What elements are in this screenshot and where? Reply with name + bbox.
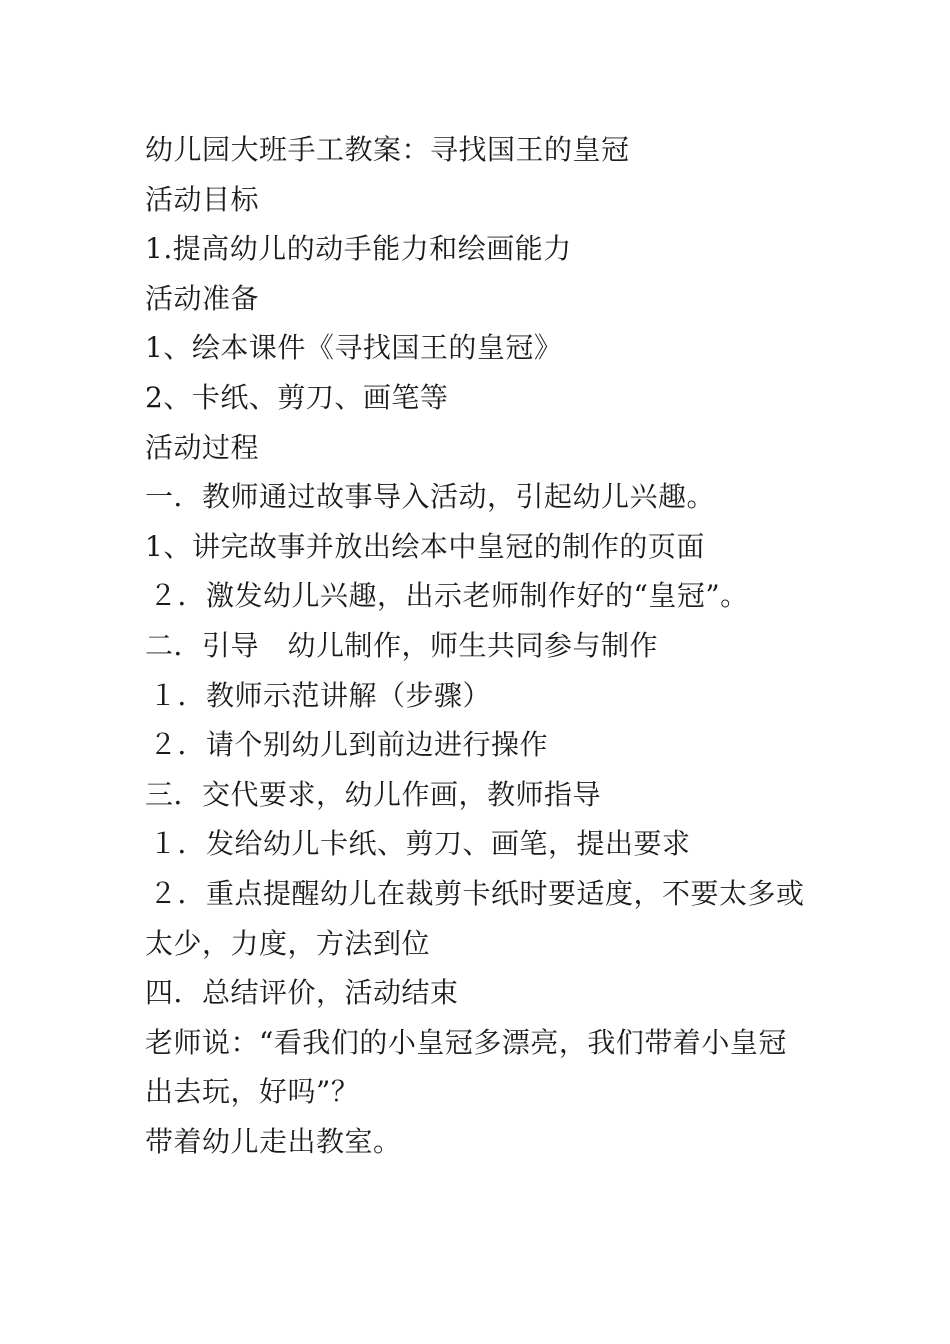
process-substep-continued: 太少，力度，方法到位 xyxy=(145,926,431,960)
quote-line-continued: 出去玩，好吗”？ xyxy=(145,1075,360,1109)
document-title: 幼儿园大班手工教案：寻找国王的皇冠 xyxy=(145,133,630,166)
process-substep: １．教师示范讲解（步骤） xyxy=(149,678,492,712)
lesson-plan-body xyxy=(145,125,815,1166)
process-substep: ２．请个别幼儿到前边进行操作 xyxy=(149,728,549,762)
process-step: 一．教师通过故事导入活动，引起幼儿兴趣。 xyxy=(145,480,716,514)
closing-line: 带着幼儿走出教室。 xyxy=(145,1124,402,1158)
goals-heading: 活动目标 xyxy=(145,182,260,216)
process-substep: １．发给幼儿卡纸、剪刀、画笔，提出要求 xyxy=(149,827,691,861)
process-heading: 活动过程 xyxy=(145,430,260,464)
quote-line: 老师说：“看我们的小皇冠多漂亮，我们带着小皇冠 xyxy=(145,1025,787,1059)
prep-item: 1、绘本课件《寻找国王的皇冠》 xyxy=(145,331,563,365)
process-substep: 1、讲完故事并放出绘本中皇冠的制作的页面 xyxy=(145,529,705,563)
process-step: 三．交代要求，幼儿作画，教师指导 xyxy=(145,777,602,811)
process-substep: ２．激发幼儿兴趣，出示老师制作好的“皇冠”。 xyxy=(149,579,749,613)
goal-item: 1.提高幼儿的动手能力和绘画能力 xyxy=(145,232,572,266)
prep-heading: 活动准备 xyxy=(145,281,260,315)
process-step: 二．引导 幼儿制作，师生共同参与制作 xyxy=(145,628,659,662)
process-step: 四．总结评价，活动结束 xyxy=(145,976,459,1010)
prep-item: 2、卡纸、剪刀、画笔等 xyxy=(145,380,449,414)
process-substep: ２．重点提醒幼儿在裁剪卡纸时要适度，不要太多或 xyxy=(149,876,805,910)
